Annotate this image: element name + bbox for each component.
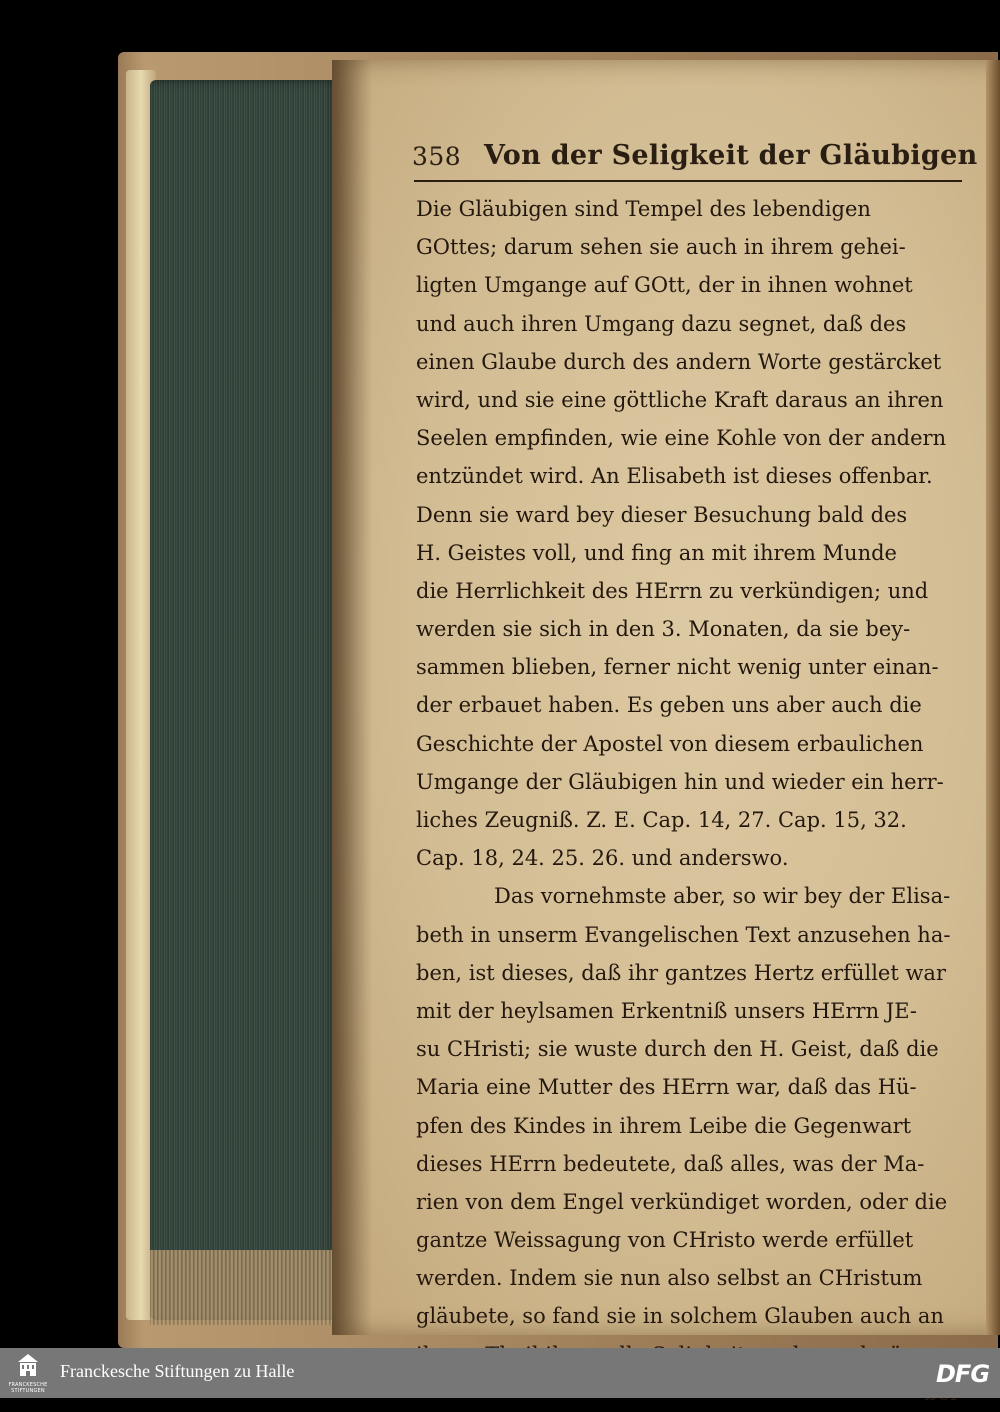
page-fore-edge-bottom [150, 1250, 340, 1325]
text-line: der erbauet haben. Es geben uns aber auch die [416, 693, 922, 718]
text-line: Geschichte der Apostel von diesem erbaulichen [416, 731, 924, 756]
text-line: Denn sie ward bey dieser Besuchung bald des [416, 502, 908, 527]
dfg-logo[interactable]: DFG [936, 1360, 990, 1388]
page-header [412, 138, 978, 178]
text-line: GOttes; darum sehen sie auch in ihrem gehei- [416, 235, 906, 260]
text-line: Maria eine Mutter des HErrn war, daß das Hü- [416, 1075, 917, 1100]
text-line: gläubete, so fand sie in solchem Glauben auch an [416, 1304, 944, 1329]
institution-name[interactable]: Franckesche Stiftungen zu Halle [60, 1361, 295, 1381]
text-line: ligten Umgange auf GOtt, der in ihnen wohnet [416, 273, 913, 298]
text-line: Das vornehmste aber, so wir bey der Elisa- [494, 884, 951, 909]
text-line: einen Glaube durch des andern Worte gestärcket [416, 349, 942, 374]
text-line: liches Zeugniß. Z. E. Cap. 14, 27. Cap. 15, 32. [416, 808, 907, 832]
text-line: sammen blieben, ferner nicht wenig unter einan- [416, 655, 939, 680]
header-rule [414, 180, 962, 182]
gutter-shadow [332, 60, 372, 1335]
text-line: gantze Weissagung von CHristo werde erfüllet [416, 1228, 914, 1253]
body-text [416, 190, 966, 1412]
text-line: H. Geistes voll, und fing an mit ihrem Munde [416, 540, 897, 565]
text-line: pfen des Kindes in ihrem Leibe die Gegenwart [416, 1113, 912, 1138]
text-line: beth in unserm Evangelischen Text anzusehen ha- [416, 922, 951, 947]
logo-text-line2: STIFTUNGEN [11, 1388, 45, 1394]
text-line: wird, und sie eine göttliche Kraft daraus an ihren [416, 387, 944, 412]
page-fore-edge [150, 80, 340, 1320]
foundation-building-icon [18, 1354, 38, 1378]
foundation-logo[interactable] [6, 1352, 50, 1394]
text-line: mit der heylsamen Erkentniß unsers HErrn JE- [416, 998, 918, 1023]
text-line: ben, ist dieses, daß ihr gantzes Hertz erfüllet war [416, 960, 946, 985]
text-line: entzündet wird. An Elisabeth ist dieses offenbar. [416, 464, 933, 489]
text-line: rien von dem Engel verkündiget worden, oder die [416, 1189, 948, 1214]
text-line: Die Gläubigen sind Tempel des lebendigen [416, 197, 871, 221]
text-line: die Herrlichkeit des HErrn zu verkündigen; und [416, 578, 929, 603]
logo-text-line1: FRANCKESCHE [8, 1382, 48, 1388]
text-line: werden. Indem sie nun also selbst an CHristum [416, 1266, 923, 1291]
right-binding-edge [986, 60, 1000, 1335]
running-title: Von der Seligkeit der Gläubigen [484, 140, 978, 171]
footer-bar [0, 1348, 1000, 1398]
text-line: werden sie sich in den 3. Monaten, da sie bey- [416, 617, 911, 642]
text-line: dieses HErrn bedeutete, daß alles, was der Ma- [416, 1151, 925, 1176]
text-line: Cap. 18, 24. 25. 26. und anderswo. [416, 846, 789, 871]
text-line: und auch ihren Umgang dazu segnet, daß des [416, 311, 907, 336]
page-number: 358 [412, 142, 462, 171]
text-line: su CHristi; sie wuste durch den H. Geist, daß die [416, 1037, 939, 1062]
text-line: Seelen empfinden, wie eine Kohle von der andern [416, 426, 947, 451]
text-line: Umgange der Gläubigen hin und wieder ein herr- [416, 769, 944, 794]
